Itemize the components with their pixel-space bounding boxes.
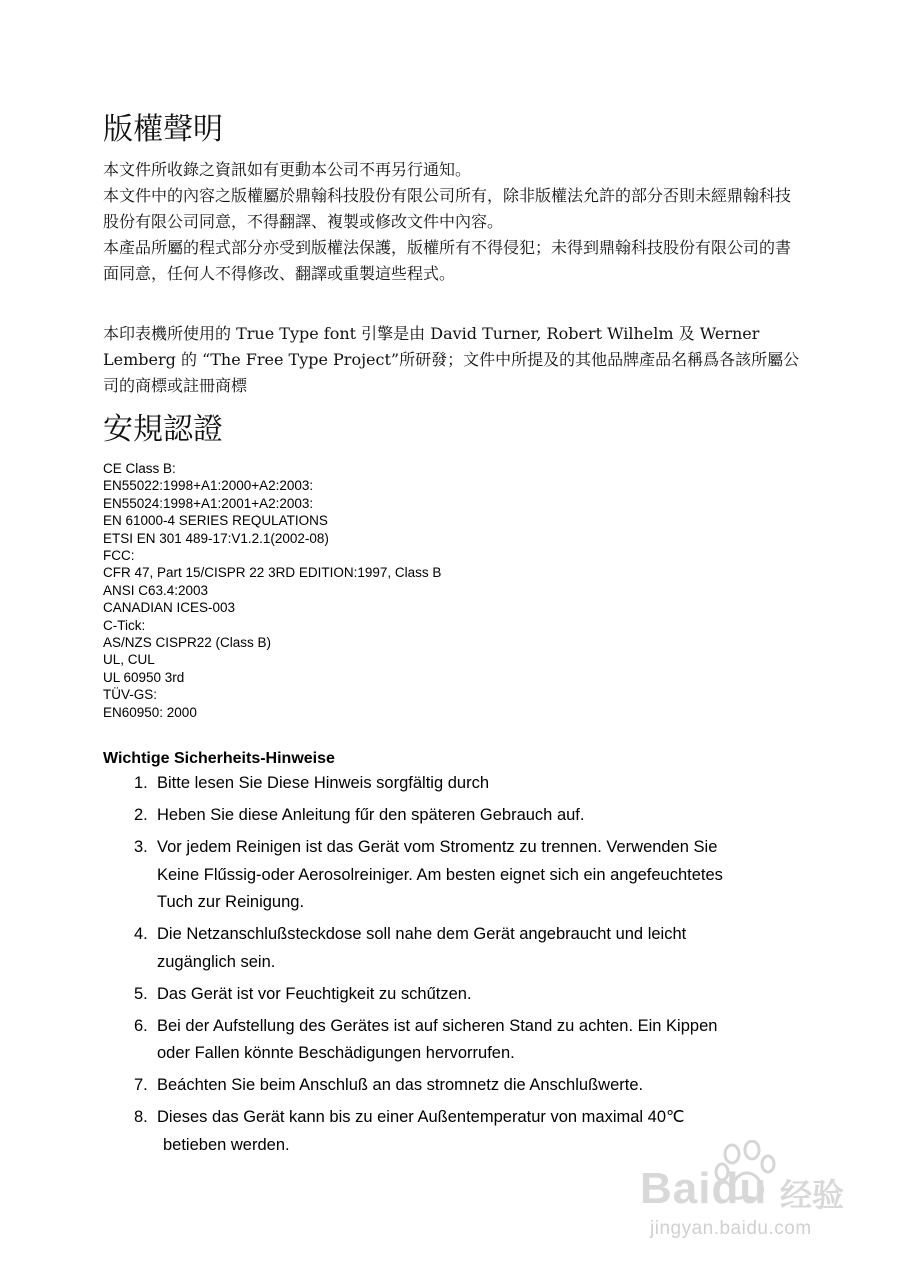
certification-item: CE Class B: [103,461,176,476]
trademark-paragraph: 本印表機所使用的 True Type font 引擎是由 David Turner, Robert Wilhelm 及 Werner Lemberg 的 “The Free Type Project”所研發；文件中所提及的其他品牌產品名稱爲各該所屬公司的商標或註冊商標 [103,324,800,395]
instruction-line: Tuch zur Reinigung. [157,893,305,911]
instruction-line: Dieses das Gerät kann bis zu einer Außentemperatur von maximal 40℃ [157,1108,685,1126]
certification-item: EN 61000-4 SERIES REQULATIONS [103,513,328,529]
safety-instructions-list [134,770,814,1164]
copyright-paragraph: 本文件所收錄之資訊如有更動本公司不再另行通知。 [103,160,472,179]
certification-item: FCC: [103,548,135,564]
certification-item: C-Tick: [103,617,146,633]
copyright-title: 版權聲明 [103,112,223,147]
instruction-line: Heben Sie diese Anleitung fűr den späteren Gebrauch auf. [157,806,585,824]
instruction-item [134,1013,814,1068]
instruction-line: betieben werden. [163,1135,290,1154]
certification-item: EN55022:1998+A1:2000+A2:2003: [103,478,314,494]
certification-item: TÜV-GS: [103,687,158,703]
instruction-number: 4. [134,925,148,943]
certification-item: AS/NZS CISPR22 (Class B) [103,635,272,651]
watermark-url: jingyan.baidu.com [650,1218,812,1239]
instruction-number: 1. [134,774,148,792]
certification-item: ETSI EN 301 489-17:V1.2.1(2002-08) [103,530,329,546]
instruction-number: 8. [134,1108,148,1126]
instruction-line: oder Fallen könnte Beschädigungen hervorrufen. [157,1044,515,1062]
certification-item: EN55024:1998+A1:2001+A2:2003: [103,495,314,511]
instruction-line: Vor jedem Reinigen ist das Gerät vom Stromentz zu trennen. Verwenden Sie [157,838,718,856]
instruction-line: zugänglich sein. [157,952,276,971]
instruction-item [134,770,814,798]
watermark-brand-zh: 经验 [780,1176,845,1214]
certification-item: UL 60950 3rd [103,669,185,685]
instruction-number: 5. [134,984,148,1003]
instruction-number: 2. [134,806,148,824]
watermark-brand: Baidu [640,1164,768,1213]
instruction-number: 6. [134,1016,148,1035]
certification-item: CFR 47, Part 15/CISPR 22 3RD EDITION:1997, Class B [103,565,442,581]
baidu-jingyan-watermark [640,1140,880,1250]
instruction-line: Bitte lesen Sie Diese Hinweis sorgfältig durch [157,774,489,792]
instruction-item [134,981,814,1009]
certification-item: CANADIAN ICES-003 [103,600,236,616]
instruction-number: 7. [134,1076,148,1094]
instruction-item [134,834,814,917]
certification-item: EN60950: 2000 [103,704,197,720]
copyright-paragraphs [103,157,803,287]
certification-item: UL, CUL [103,652,155,668]
instruction-item [134,921,814,976]
instruction-line: Die Netzanschlußsteckdose soll nahe dem Gerät angebraucht und leicht [157,925,687,943]
instruction-line: Das Gerät ist vor Feuchtigkeit zu schűtzen. [157,984,472,1003]
instruction-line: Beáchten Sie beim Anschluß an das stromnetz die Anschlußwerte. [157,1076,644,1094]
certification-list [103,460,441,721]
safety-instructions-heading: Wichtige Sicherheits-Hinweise [103,750,335,767]
instruction-item [134,802,814,830]
instruction-line: Keine Flűssig-oder Aerosolreiniger. Am besten eignet sich ein angefeuchtetes [157,865,723,884]
copyright-paragraph: 本產品所屬的程式部分亦受到版權法保護，版權所有不得侵犯；未得到鼎翰科技股份有限公司的書面同意，任何人不得修改、翻譯或重製這些程式。 [103,238,792,283]
certification-item: ANSI C63.4:2003 [103,582,209,598]
safety-title: 安規認證 [103,412,223,447]
instruction-item [134,1072,814,1100]
instruction-number: 3. [134,838,148,856]
instruction-line: Bei der Aufstellung des Gerätes ist auf sicheren Stand zu achten. Ein Kippen [157,1016,718,1035]
copyright-paragraph: 本文件中的內容之版權屬於鼎翰科技股份有限公司所有，除非版權法允許的部分否則未經鼎翰科技股份有限公司同意，不得翻譯、複製或修改文件中內容。 [103,186,792,231]
trademark-notice [103,321,803,399]
